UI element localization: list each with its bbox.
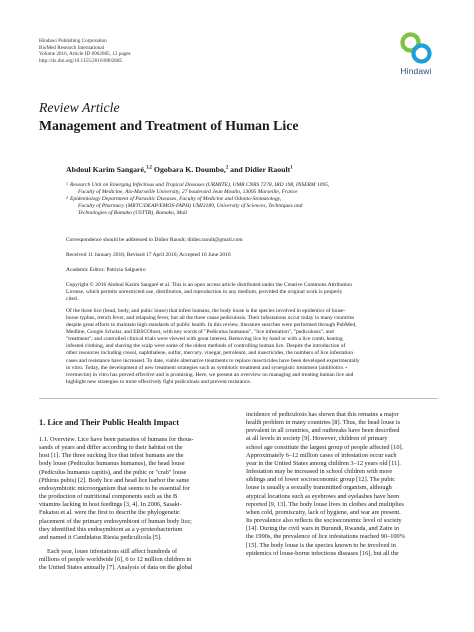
body-line: the United States annually [7]. Analysis of data on the global <box>39 564 193 572</box>
body-line: 1.1. Overview. Lice have been parasites of humans for thous- <box>39 436 194 443</box>
author-affiliation-marker: 1,2 <box>145 165 152 171</box>
abstract-line: Medline, Google Scholar, and EBSCOhost, with key words of "Pediculus humanus", "lice infestation", "pediculosis", and <box>66 329 334 336</box>
abstract-line: cases and resistance have increased. To date, viable alternative treatments to replace insecticides have been developed experimentally <box>66 357 360 364</box>
body-line: endosymbiotic microorganism that seems to be essential for <box>39 484 190 492</box>
copyright-line: License, which permits unrestricted use, distribution, and reproduction in any medium, provided the original work is properly <box>66 289 343 296</box>
body-line: epidemics of louse-borne infectious diseases [16], but all the <box>246 549 399 557</box>
affiliation-line: Research Unit on Emerging Infectious and Tropical Diseases (URMITE), UMR CNRS 7278, IRD 198, INSERM 1095, <box>70 182 330 188</box>
body-line: (Pediculus humanus capitis), and the pubic or "crab" louse <box>39 468 187 476</box>
author-list <box>66 165 293 174</box>
body-line: vitamins lacking in host feedings [3, 4]. In 2006, Sasaki- <box>39 501 182 509</box>
body-line: Approximately 6–12 million cases of infestation occur each <box>246 451 397 459</box>
correspondence-line: Correspondence should be addressed to Didier Raoult; didier.raoult@gmail.com <box>66 237 243 243</box>
author-name: Abdoul Karim Sangaré, <box>66 165 146 174</box>
body-line: louse is usually a sexually transmitted organism, although <box>246 484 392 492</box>
abstract-line: in vitro. Today, the development of new treatment strategies such as symbiotic treatment and synergistic treatment (antibiotics + <box>66 364 348 371</box>
section-heading: 1. Lice and Their Public Health Impact <box>39 418 179 427</box>
abstract-line: "treatment"; and controlled clinical trials were viewed with great interest. Removing lice by hand or with a lice comb, heating <box>66 336 343 343</box>
abstract-line: other resources including cresol, naphthalene, sulfur, mercury, vinegar, petroleum, and insecticides, the numbers of lice infestation <box>66 350 353 357</box>
hindawi-logo-icon <box>399 31 433 65</box>
body-line: sands of years and differ according to their habitat on the <box>39 444 183 452</box>
copyright-line: cited. <box>66 296 79 303</box>
body-line: year in the United States among children 3–12 years old [11]. <box>246 459 401 467</box>
body-line: the production of nutritional components such as the B <box>39 493 178 501</box>
body-line: millions of people worldwide [6], 6 to 12 million children in <box>39 556 192 564</box>
hindawi-logo-text: Hindawi <box>400 66 432 76</box>
body-column-left <box>39 436 231 573</box>
body-line: placement of the primary endosymbiont of human body lice; <box>39 517 192 525</box>
affiliations <box>66 182 438 217</box>
body-line: Fukatsu et al. were the first to describe the phylogenetic <box>39 509 180 517</box>
author-affiliation-marker: 2 <box>225 165 229 171</box>
abstract-line: infested clothing, and shaving the scalp were some of the oldest methods of controlling human lice. Despite the introduction of <box>66 343 346 350</box>
body-line: body louse (Pediculus humanus humanus), the head louse <box>39 460 185 468</box>
abstract-line: Of the three lice (head, body, and pubic louse) that infest humans, the body louse is the species involved in epidemics of louse- <box>66 308 346 314</box>
body-line: the 1990s, the prevalence of lice infestations reached 90–100% <box>246 533 405 541</box>
body-line: Infestation may be increased in school children with more <box>246 468 393 476</box>
affiliation-number: 1 <box>66 182 68 186</box>
article-type: Review Article <box>39 100 120 115</box>
body-line: Its prevalence also reflects the socioeconomic level of society <box>246 517 402 525</box>
volume-line: Volume 2016, Article ID 8962685, 12 pages <box>39 51 131 58</box>
affiliation-1 <box>66 182 438 196</box>
section-divider <box>39 398 438 399</box>
body-line: atypical locations such as eyebrows and eyelashes have been <box>246 492 400 500</box>
body-line: health problem in many countries [8]. Thus, the head louse is <box>246 419 401 427</box>
author-name: and Didier Raoult <box>230 165 291 174</box>
publication-info <box>39 38 131 64</box>
body-line: prevalent in all countries, and outbreaks have been described <box>246 427 400 435</box>
publisher-line: Hindawi Publishing Corporation <box>39 38 107 44</box>
affiliation-line: Technologies of Bamako (USTTB), Bamako, Mali <box>78 210 188 217</box>
body-line: (Pthirus pubis) [2]. Body lice and head lice harbor the same <box>39 476 190 484</box>
body-line: host [1]. The three sucking lice that infest humans are the <box>39 452 184 460</box>
hindawi-logo <box>393 31 439 81</box>
affiliation-line: Faculty of Pharmacy (MRTC/DEAP/EMOS-FAPH) UMI3189, University of Sciences, Techniques and <box>78 203 303 210</box>
abstract <box>66 308 442 386</box>
abstract-line: ivermectin) in vitro has proved effective and is promising. Here, we present an overview on managing and treating human lice and <box>66 371 354 378</box>
author-affiliation-marker: 1 <box>290 165 293 171</box>
affiliation-line: Faculty of Medicine, Aix-Marseille University, 27 boulevard Jean Moulin, 13005 Marseille, France <box>78 189 298 196</box>
body-line: school age constitute the largest group of people affected [10]. <box>246 443 404 451</box>
body-line: incidence of pediculosis has shown that this remains a major <box>246 411 399 418</box>
body-column-right <box>246 411 438 558</box>
body-line: and named it Candidatus Riesia pediculicola [5]. <box>39 533 162 541</box>
body-line: reported [9, 13]. The body louse lives in clothes and multiplies <box>246 500 404 508</box>
affiliation-line: Epidemiology Department of Parasitic Diseases, Faculty of Medicine and Odonto-Stomatology, <box>70 196 282 203</box>
copyright-line: Copyright © 2016 Abdoul Karim Sangaré et al. This is an open access article distributed under the Creative Commons Attribution <box>66 282 353 288</box>
body-line: [14]. During the civil wars in Burundi, Rwanda, and Zaire in <box>246 525 400 533</box>
affiliation-2 <box>66 196 438 217</box>
copyright-notice <box>66 282 442 303</box>
affiliation-number: 2 <box>66 196 68 201</box>
academic-editor-line: Academic Editor: Patricia Salgueiro <box>66 267 146 273</box>
body-line: [15]. The body louse is the species known to be involved in <box>246 541 396 549</box>
body-line: siblings and of lower socioeconomic group [12]. The pubic <box>246 476 396 484</box>
author-name: Ogobara K. Doumbo, <box>153 165 226 174</box>
body-line: Each year, louse infestations still affect hundreds of <box>47 548 178 556</box>
body-line: at all levels in society [9]. However, children of primary <box>246 435 388 443</box>
abstract-line: highlight new strategies to more effectively fight pediculosis and prevent resistance. <box>66 378 252 385</box>
abstract-line: despite great efforts to maintain high standards of public health. In this review, literature searches were performed through PubMed, <box>66 322 357 329</box>
abstract-line: borne typhus, trench fever, and relapsing fever, but all the three cause pediculosis. Their infestations occur today in many countries <box>66 315 355 322</box>
dates-line: Received 11 January 2016; Revised 17 April 2016; Accepted 16 June 2016 <box>66 252 231 258</box>
body-line: when cold, promiscuity, lack of hygiene, and war are present. <box>246 508 401 516</box>
journal-line: BioMed Research International <box>39 44 105 51</box>
article-title: Management and Treatment of Human Lice <box>39 118 299 133</box>
doi-line: http://dx.doi.org/10.1155/2016/8962685 <box>39 57 123 64</box>
body-line: they identified this endosymbiont as a γ-proteobacterium <box>39 525 183 533</box>
